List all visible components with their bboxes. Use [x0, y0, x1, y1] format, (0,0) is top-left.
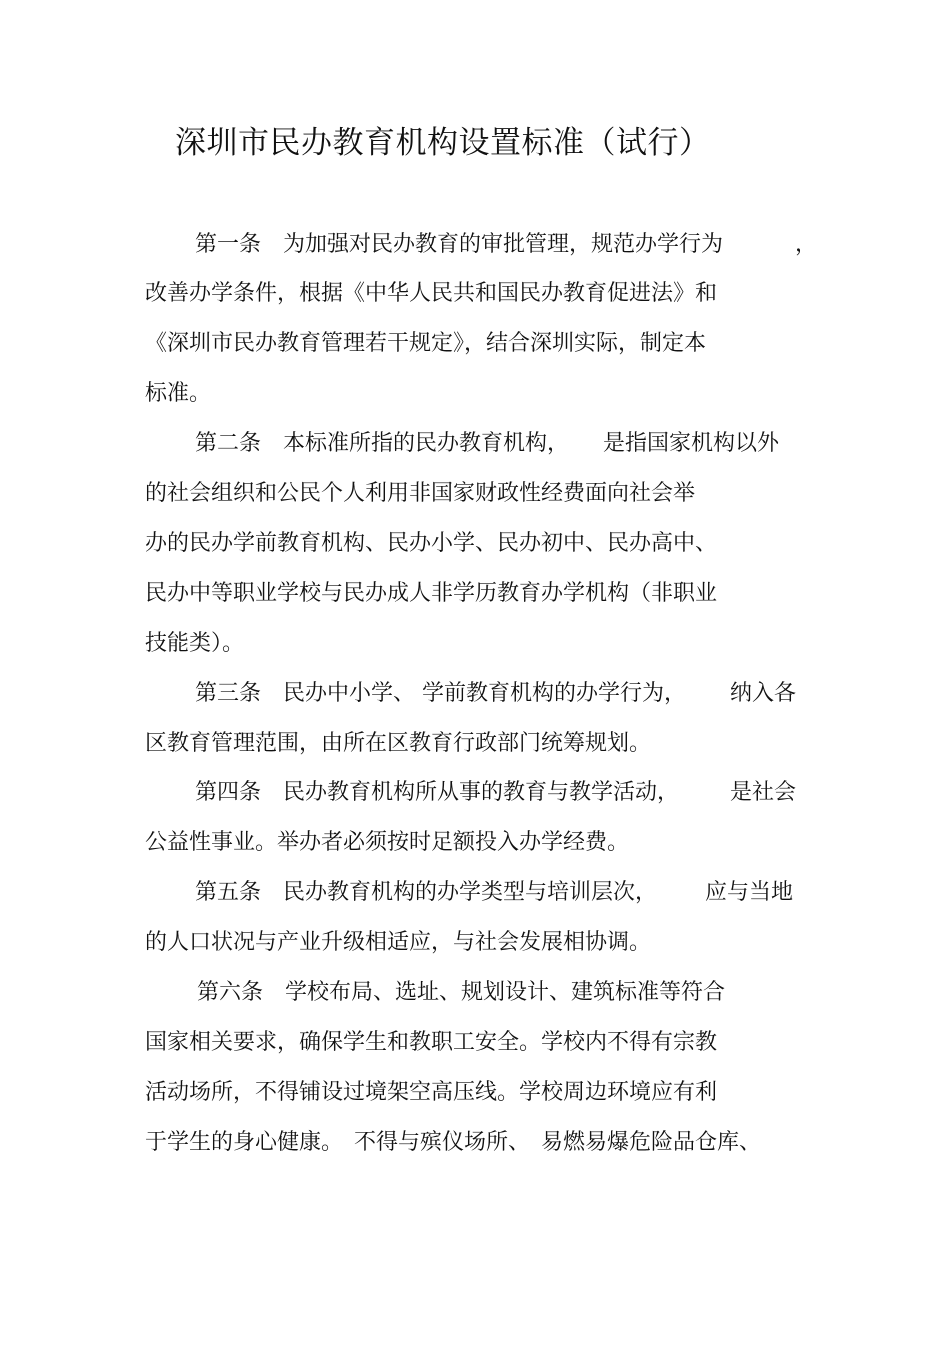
line-text: 的人口状况与产业升级相适应，与社会发展相协调。 [145, 930, 652, 955]
text-line [145, 379, 211, 409]
line-text: 国家相关要求，确保学生和教职工安全。学校内不得有宗教 [145, 1030, 718, 1055]
text-line [145, 629, 244, 659]
line-text-tail: 是社会 [730, 780, 797, 805]
line-text-tail: 是指国家机构以外 [603, 431, 780, 456]
line-text: 第四条 民办教育机构所从事的教育与教学活动， [195, 780, 680, 805]
line-text: 的社会组织和公民个人利用非国家财政性经费面向社会举 [145, 481, 696, 506]
line-text: 办的民办学前教育机构、民办小学、民办初中、民办高中、 [145, 531, 718, 556]
line-text: 公益性事业。举办者必须按时足额投入办学经费。 [145, 830, 630, 855]
line-text: 第二条 本标准所指的民办教育机构， [195, 431, 570, 456]
line-text: 第三条 民办中小学、 学前教育机构的办学行为， [195, 681, 686, 706]
line-text: 《深圳市民办教育管理若干规定》，结合深圳实际，制定本 [145, 331, 707, 356]
line-text-tail: ， [795, 232, 818, 257]
line-text: 第六条 学校布局、选址、规划设计、建筑标准等符合 [197, 980, 726, 1005]
text-line [145, 928, 651, 958]
text-line [145, 279, 717, 309]
document-title: 深圳市民办教育机构设置标准（试行） [175, 125, 711, 161]
line-text: 标准。 [145, 381, 212, 406]
text-line [195, 679, 797, 709]
line-text-tail: 应与当地 [705, 880, 794, 905]
text-line [195, 230, 818, 260]
line-text: 于学生的身心健康。 不得与殡仪场所、 易燃易爆危险品仓库、 [145, 1130, 762, 1155]
text-line [145, 1078, 717, 1108]
line-text: 改善办学条件，根据《中华人民共和国民办教育促进法》和 [145, 281, 718, 306]
text-line [195, 778, 797, 808]
text-line [195, 429, 780, 459]
line-text: 民办中等职业学校与民办成人非学历教育办学机构（非职业 [145, 581, 718, 606]
line-text-tail: 纳入各 [730, 681, 797, 706]
line-text: 第一条 为加强对民办教育的审批管理，规范办学行为 [195, 232, 724, 257]
line-text: 活动场所，不得铺设过境架空高压线。学校周边环境应有利 [145, 1080, 718, 1105]
text-line [145, 579, 717, 609]
line-text: 第五条 民办教育机构的办学类型与培训层次， [195, 880, 658, 905]
line-text: 区教育管理范围，由所在区教育行政部门统筹规划。 [145, 731, 652, 756]
text-line [145, 828, 629, 858]
text-line [145, 479, 695, 509]
text-line [195, 878, 794, 908]
text-line [145, 729, 651, 759]
text-line [145, 529, 717, 559]
text-line [197, 978, 725, 1008]
text-line [145, 1028, 717, 1058]
line-text: 技能类）。 [145, 631, 245, 656]
text-line [145, 1128, 761, 1158]
text-line [145, 329, 706, 359]
